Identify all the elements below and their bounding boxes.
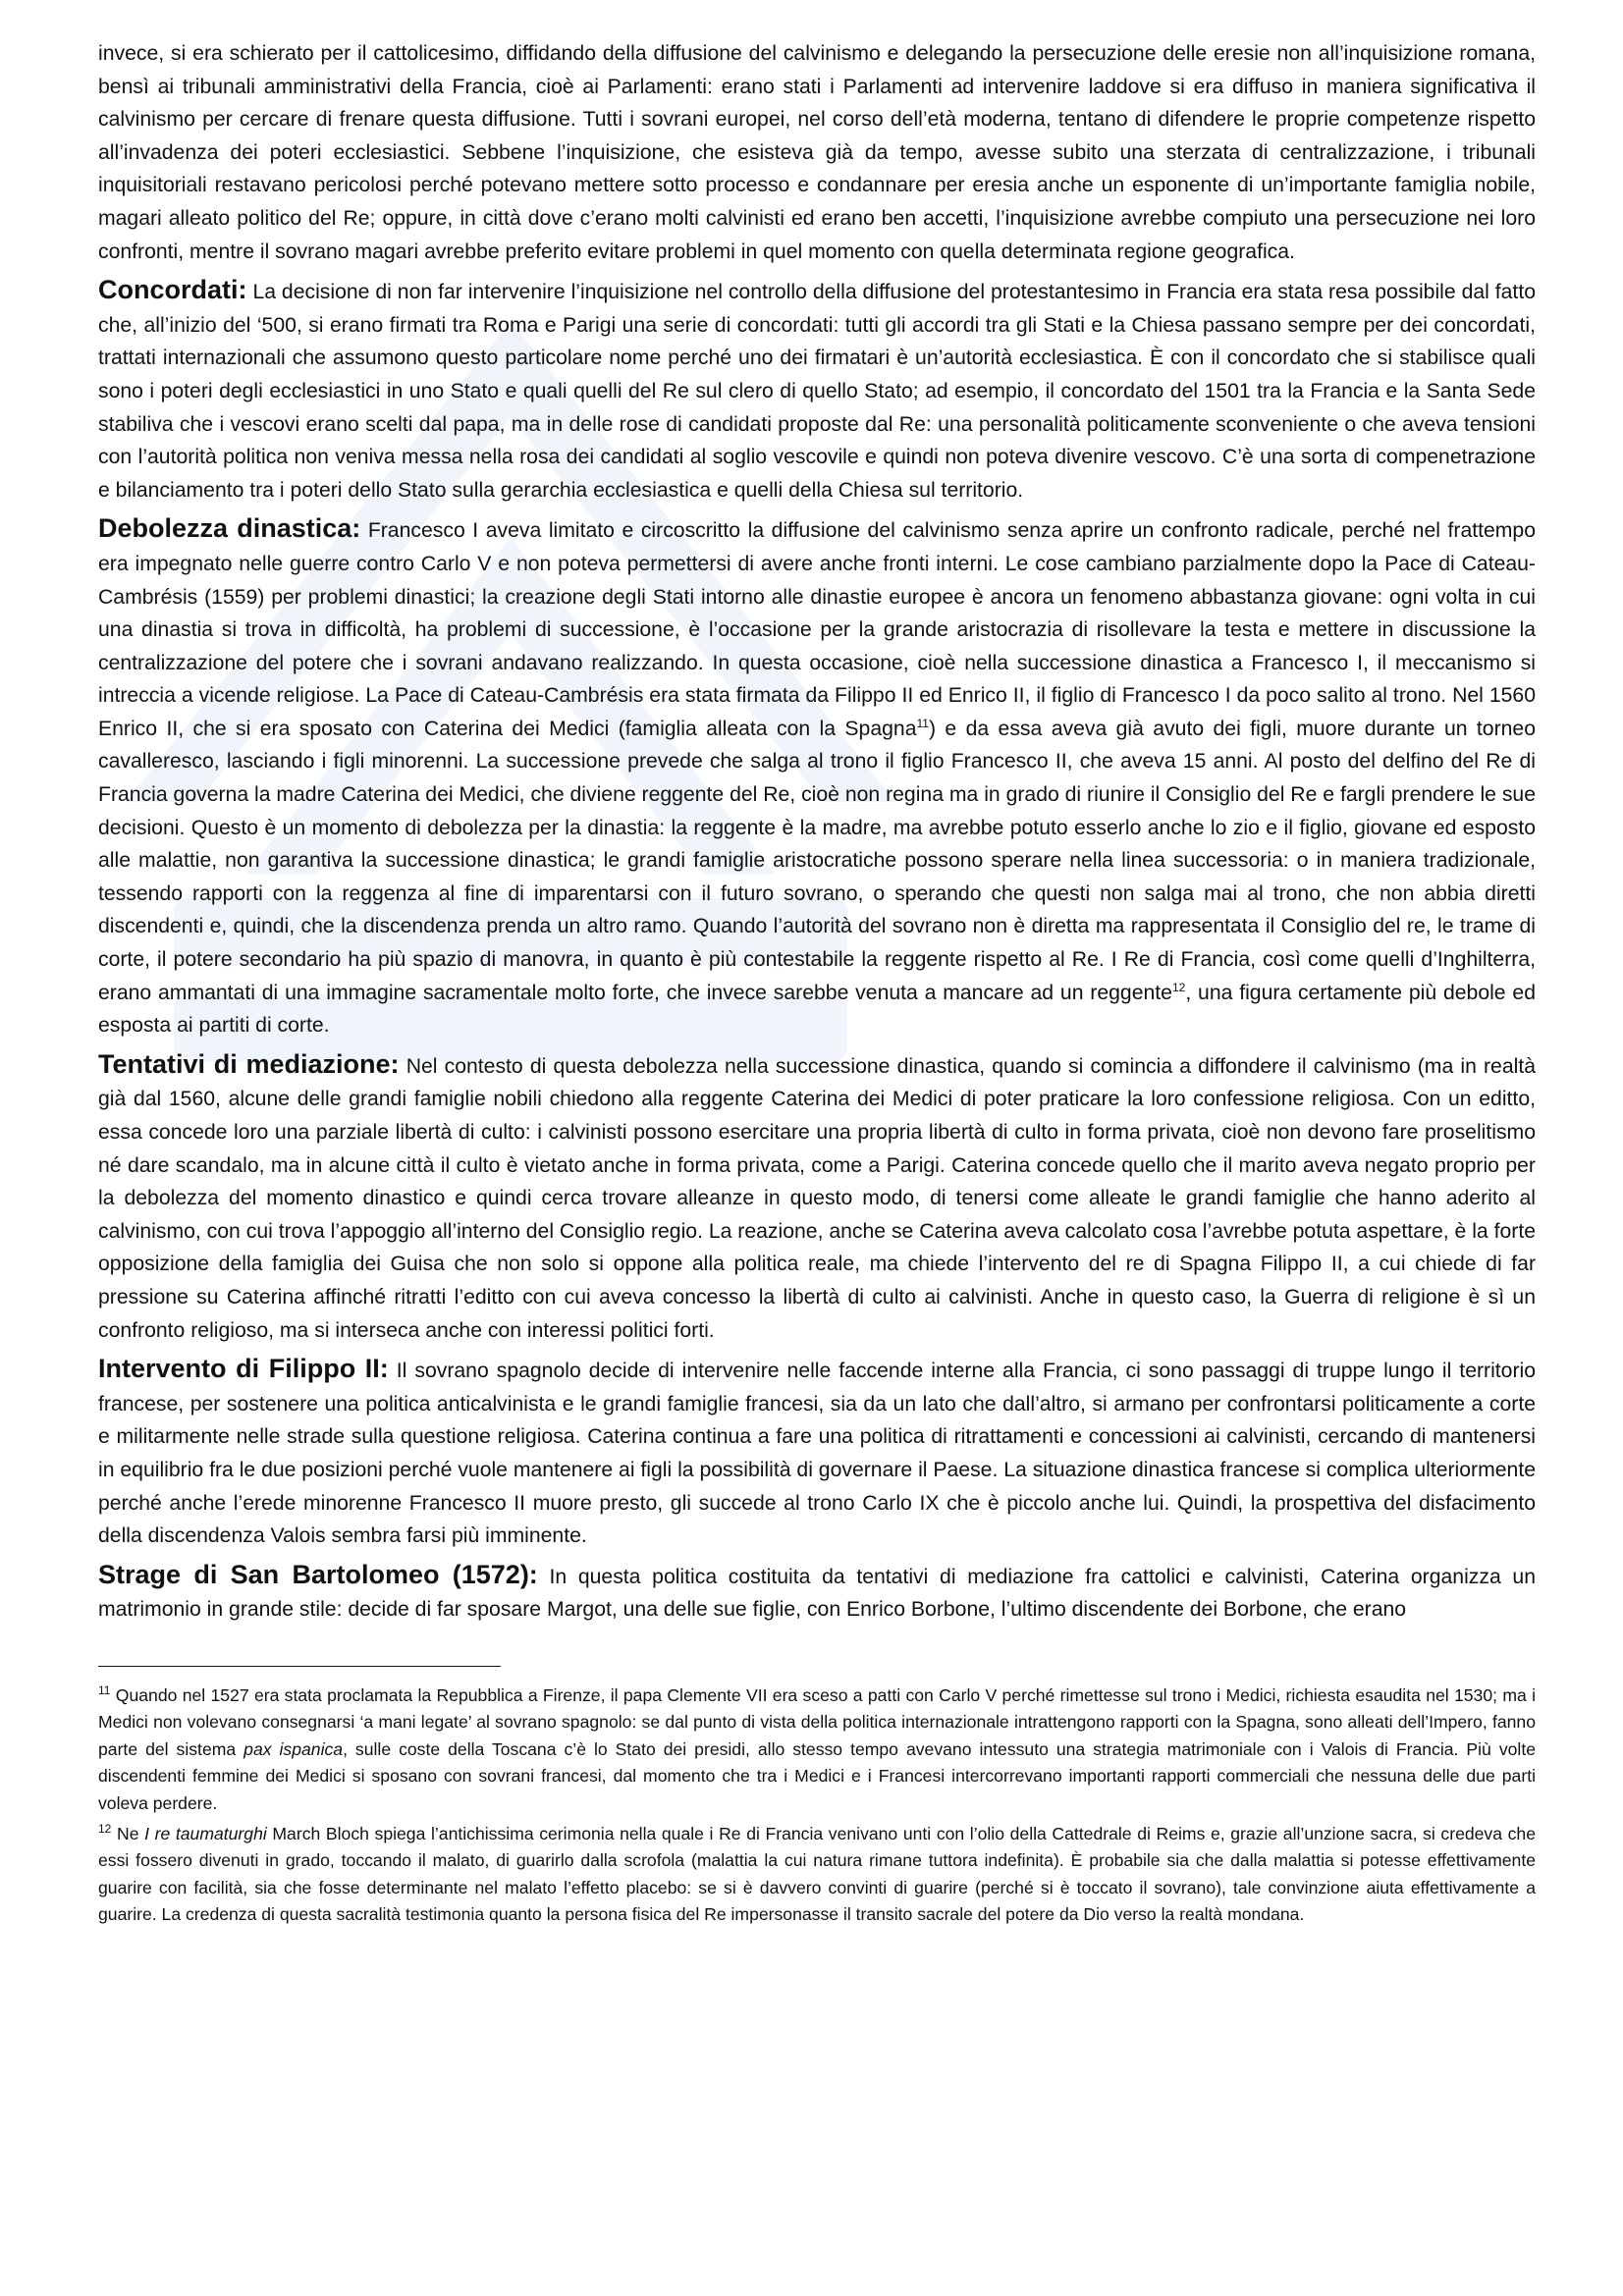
section-heading: Intervento di Filippo II:	[98, 1354, 389, 1384]
footnote-11	[98, 1682, 1536, 1817]
paragraph-text: Il sovrano spagnolo decide di intervenire nelle faccende interne alla Francia, ci sono passaggi di truppe lungo il territorio francese, per sostenere una politica anticalvinista e le grandi famiglie francesi, sia da un lato che dall’altro, si armano per confrontarsi politicamente a corte e militarmente nelle strade sulla questione religiosa. Caterina continua a fare una politica di ritrattamenti e concessioni ai calvinisti, cercando di mantenersi in equilibrio fra le due posizioni perché vuole mantenere ai figli la possibilità di governare il Paese. La situazione dinastica francese si complica ulteriormente perché anche l’erede minorenne Francesco II muore presto, gli succede al trono Carlo IX che è piccolo anche lui. Quindi, la prospettiva del disfacimento della discendenza Valois sembra farsi più imminente.	[98, 1360, 1537, 1548]
footnote-text: March Bloch spiega l’antichissima cerimonia nella quale i Re di Francia venivano unti con l’olio della Cattedrale di Reims e, grazie all’unzione sacra, si credeva che essi fossero divenuti in grado, toccando il malato, di guarirlo dalla scrofola (malattia la cui natura rimane tuttora indefinita). È probabile sia che dalla malattia si potesse effettivamente guarire con facilità, sia che fosse determinante nel malato l’effetto placebo: se si è davvero convinti di guarire (perché si è toccato il sovrano), tale convinzione aiuta effettivamente a guarire. La credenza di questa sacralità testimonia quanto la persona fisica del Re impersonasse il transito sacrale del potere da Dio verso la realtà mondana.	[98, 1823, 1536, 1925]
footnote-text: , sulle coste della Toscana c’è lo Stato dei presidi, allo stesso tempo avevano intessuto una strategia matrimoniale con i Valois di Francia. Più volte discendenti femmine dei Medici si sposano con sovrani francesi, dal momento che tra i Medici e i Francesi intercorrevano importanti rapporti commerciali che nessuna delle due parti voleva perdere.	[98, 1738, 1536, 1813]
footnote-ref[interactable]: 12	[1171, 980, 1186, 994]
paragraph-intro	[98, 37, 1536, 268]
paragraph-text: Francesco I aveva limitato e circoscritto la diffusione del calvinismo senza aprire un confronto radicale, perché nel frattempo era impegnato nelle guerre contro Carlo V e non poteva permettersi di avere anche fronti interni. Le cose cambiano parzialmente dopo la Pace di Cateau-Cambrésis (1559) per problemi dinastici; la creazione degli Stati intorno alle dinastie europee è ancora un fenomeno abbastanza giovane: ogni volta in cui una dinastia si trova in difficoltà, ha problemi di successione, è l’occasione per la grande aristocrazia di risollevare la testa e mettere in discussione la centralizzazione del potere che i sovrani andavano realizzando. In questa occasione, cioè nella successione dinastica a Francesco I, il meccanismo si intreccia a vicende religiose. La Pace di Cateau-Cambrésis era stata firmata da Filippo II ed Enrico II, il figlio di Francesco I da poco salito al trono. Nel 1560 Enrico II, che si era sposato con Caterina dei Medici (famiglia alleata con la Spagna	[98, 519, 1537, 740]
section-heading: Debolezza dinastica:	[98, 513, 361, 544]
footnote-text: Ne	[116, 1823, 145, 1843]
section-heading: Concordati:	[98, 275, 247, 305]
footnote-number: 12	[98, 1822, 112, 1837]
footnote-italic: I re taumaturghi	[144, 1823, 267, 1843]
paragraph-debolezza-dinastica	[98, 512, 1536, 1042]
footnote-ref[interactable]: 11	[916, 716, 929, 730]
footnote-text: Quando nel 1527 era stata proclamata la Repubblica a Firenze, il papa Clemente VII era sceso a patti con Carlo V perché rimettesse sul trono i Medici, richiesta esaudita nel 1530; ma i Medici non volevano consegnarsi ‘a mani legate’ al sovrano spagnolo: se dal punto di vista della politica internazionale intrattengono rapporti con la Spagna, sono alleati dell’Impero, fanno parte del sistema	[98, 1684, 1536, 1759]
paragraph-text: In questa politica costituita da tentativi di mediazione fra cattolici e calvinisti, Caterina organizza un matrimonio in grande stile: decide di far sposare Margot, una delle sue figlie, con Enrico Borbone, l’ultimo discendente dei Borbone, che erano	[98, 1565, 1537, 1622]
paragraph-strage-san-bartolomeo	[98, 1559, 1536, 1627]
paragraph-text: , una figura certamente più debole ed esposta ai partiti di corte.	[98, 981, 1536, 1038]
paragraph-concordati	[98, 274, 1536, 507]
paragraph-intervento-filippo	[98, 1353, 1536, 1553]
document-page	[98, 37, 1536, 1933]
paragraph-text: invece, si era schierato per il cattolicesimo, diffidando della diffusione del calvinismo e delegando la persecuzione delle eresie non all’inquisizione romana, bensì ai tribunali amministrativi della Francia, cioè ai Parlamenti: erano stati i Parlamenti ad intervenire laddove si era diffuso in maniera significativa il calvinismo per cercare di frenare questa diffusione. Tutti i sovrani europei, nel corso dell’età moderna, tentano di difendere le proprie competenze rispetto all’invadenza dei poteri ecclesiastici. Sebbene l’inquisizione, che esisteva già da tempo, avesse subito una sterzata di centralizzazione, i tribunali inquisitoriali restavano pericolosi perché potevano mettere sotto processo e condannare per eresia anche un esponente di un’importante famiglia nobile, magari alleato politico del Re; oppure, in città dove c’erano molti calvinisti ed erano ben accetti, l’inquisizione avrebbe compiuto una persecuzione nei loro confronti, mentre il sovrano magari avrebbe preferito evitare problemi in quel momento con quella determinata regione geografica.	[98, 42, 1536, 263]
footnote-12	[98, 1821, 1536, 1929]
paragraph-tentativi-mediazione	[98, 1048, 1536, 1347]
footnote-italic: pax ispanica	[243, 1738, 344, 1759]
paragraph-text: La decisione di non far intervenire l’inquisizione nel controllo della diffusione del protestantesimo in Francia era stata resa possibile dal fatto che, all’inizio del ‘500, si erano firmati tra Roma e Parigi una serie di concordati: tutti gli accordi tra gli Stati e la Chiesa passano sempre per dei concordati, trattati internazionali che assumono questo particolare nome perché uno dei firmatari è un’autorità ecclesiastica. È con il concordato che si stabilisce quali sono i poteri degli ecclesiastici in uno Stato e quali quelli del Re sul clero di quello Stato; ad esempio, il concordato del 1501 tra la Francia e la Santa Sede stabiliva che i vescovi erano scelti dal papa, ma in delle rose di candidati proposte dal Re: una personalità politicamente sconveniente o che aveva tensioni con l’autorità politica non veniva messa nella rosa dei candidati al soglio vescovile e quindi non poteva divenire vescovo. C’è una sorta di compenetrazione e bilanciamento tra i poteri dello Stato sulla gerarchia ecclesiastica e quelli della Chiesa sul territorio.	[98, 281, 1536, 502]
paragraph-text: ) e da essa aveva già avuto dei figli, muore durante un torneo cavalleresco, lasciando i figli minorenni. La successione prevede che salga al trono il figlio Francesco II, che aveva 15 anni. Al posto del delfino del Re di Francia governa la madre Caterina dei Medici, che diviene reggente del Re, cioè non regina ma in grado di riunire il Consiglio del Re e fargli prendere le sue decisioni. Questo è un momento di debolezza per la dinastia: la reggente è la madre, ma avrebbe potuto esserlo anche lo zio e il figlio, giovane ed esposto alle malattie, non garantiva la successione dinastica; le grandi famiglie aristocratiche possono sperare nella linea successoria: o in maniera tradizionale, tessendo rapporti con la reggenza al fine di imparentarsi con il futuro sovrano, o sperando che questi non salga mai al trono, che non abbia diretti discendenti e, quindi, che la discendenza prenda un altro ramo. Quando l’autorità del sovrano non è diretta ma rappresentata il Consiglio del re, le trame di corte, il potere secondario ha più spazio di manovra, in quanto è più contestabile la reggente rispetto al Re. I Re di Francia, così come quelli d’Inghilterra, erano ammantati di una immagine sacramentale molto forte, che invece sarebbe venuta a mancare ad un reggente	[98, 717, 1536, 1004]
section-heading: Strage di San Bartolomeo (1572):	[98, 1559, 538, 1589]
section-heading: Tentativi di mediazione:	[98, 1048, 400, 1079]
footnote-number: 11	[98, 1683, 111, 1698]
paragraph-text: Nel contesto di questa debolezza nella successione dinastica, quando si comincia a diffondere il calvinismo (ma in realtà già dal 1560, alcune delle grandi famiglie nobili chiedono alla reggente Caterina dei Medici di poter praticare la loro confessione religiosa. Con un editto, essa concede loro una parziale libertà di culto: i calvinisti possono esercitare una propria libertà di culto in forma privata, cioè non devono fare proselitismo né dare scandalo, ma in alcune città il culto è vietato anche in forma privata, come a Parigi. Caterina concede quello che il marito aveva negato proprio per la debolezza del momento dinastico e quindi cerca trovare alleanze in questo modo, di tenersi come alleate le grandi famiglie che hanno aderito al calvinismo, con cui trova l’appoggio all’interno del Consiglio regio. La reazione, anche se Caterina aveva calcolato cosa l’avrebbe potuta aspettare, è la forte opposizione della famiglia dei Guisa che non solo si oppone alla politica reale, ma chiede l’intervento del re di Spagna Filippo II, a cui chiede di far pressione su Caterina affinché ritratti l’editto con cui aveva concesso la libertà di culto ai calvinisti. Anche in questo caso, la Guerra di religione è sì un confronto religioso, ma si interseca anche con interessi politici forti.	[98, 1054, 1536, 1342]
footnote-divider	[98, 1666, 501, 1667]
